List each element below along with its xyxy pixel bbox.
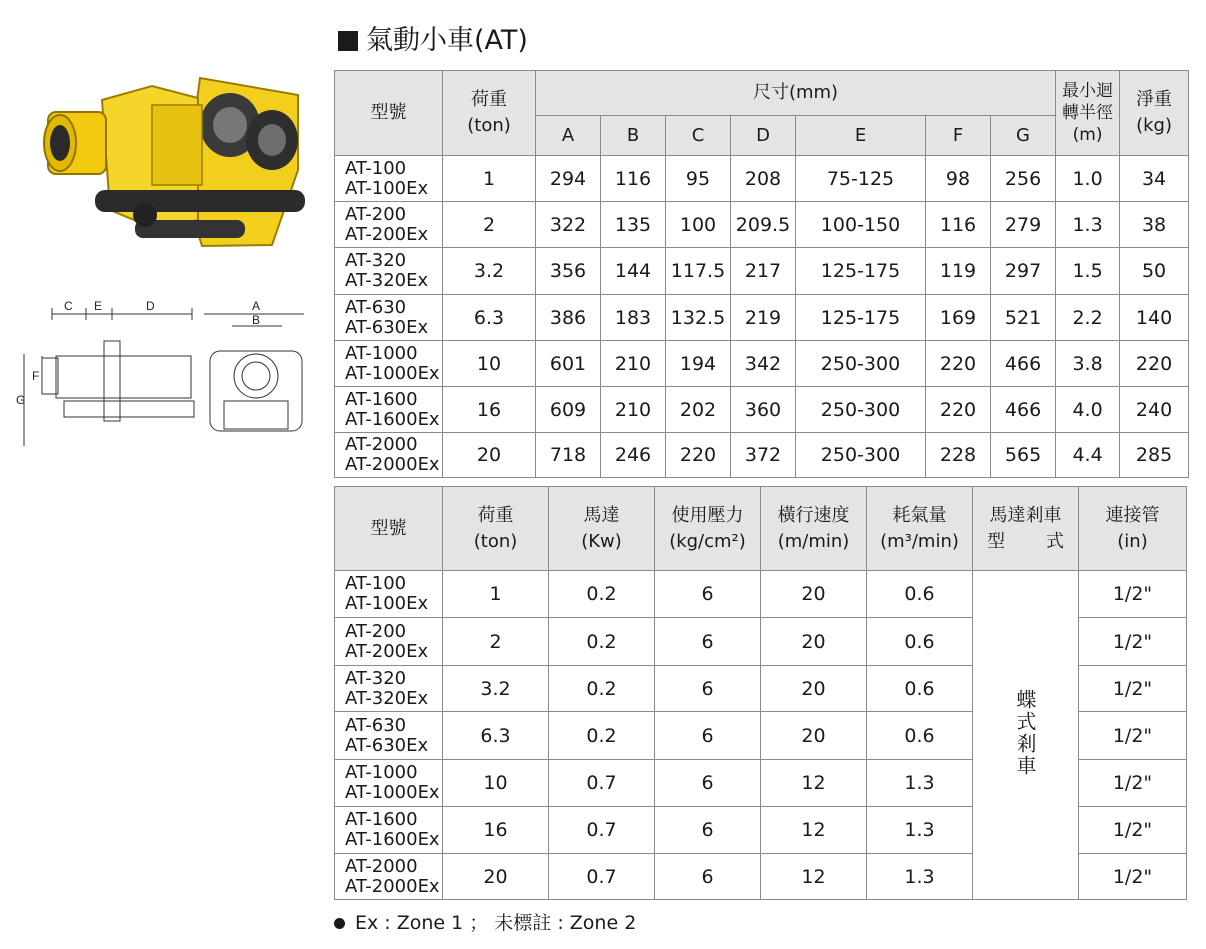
dim-e-cell: 125-175 [796, 295, 926, 341]
load-cell: 2 [443, 202, 536, 248]
model-name: AT-1600 [345, 388, 418, 410]
pressure-cell: 6 [655, 571, 761, 618]
dim-e-cell: 250-300 [796, 387, 926, 433]
dim-b-cell: 246 [601, 433, 666, 478]
dim-a-cell: 601 [536, 341, 601, 387]
dimensions-table-body [335, 71, 1189, 478]
model-name-ex: AT-200Ex [345, 640, 429, 662]
pressure-cell: 6 [655, 807, 761, 854]
dim-label-g: G [16, 393, 26, 407]
model-cell [335, 618, 443, 666]
weight-cell: 285 [1120, 433, 1189, 478]
dim-g-cell: 279 [991, 202, 1056, 248]
header-load: 荷重 (ton) [443, 487, 549, 571]
dim-e-cell: 75-125 [796, 156, 926, 202]
model-name: AT-200 [345, 620, 407, 642]
motor-kw-cell: 0.7 [549, 854, 655, 900]
dim-e-cell: 250-300 [796, 433, 926, 478]
table-row [335, 156, 1189, 202]
model-cell [335, 202, 443, 248]
model-cell [335, 295, 443, 341]
model-cell [335, 571, 443, 618]
brake-type-text: 蝶式剎車 [1013, 688, 1037, 777]
dim-label-b: B [252, 313, 261, 327]
load-cell: 20 [443, 854, 549, 900]
dim-f-cell: 116 [926, 202, 991, 248]
dim-b-cell: 210 [601, 387, 666, 433]
model-cell [335, 807, 443, 854]
header-pipe: 連接管 (in) [1079, 487, 1187, 571]
dim-a-cell: 356 [536, 248, 601, 295]
model-name: AT-2000 [345, 434, 418, 455]
dim-f-cell: 220 [926, 387, 991, 433]
turning-radius-cell: 1.0 [1056, 156, 1120, 202]
dim-f-cell: 169 [926, 295, 991, 341]
pipe-cell: 1/2" [1079, 807, 1187, 854]
page-title-text: 氣動小車(AT) [366, 25, 528, 56]
air-consumption-cell: 0.6 [867, 571, 973, 618]
dim-g-cell: 565 [991, 433, 1056, 478]
motor-kw-cell: 0.2 [549, 666, 655, 712]
speed-cell: 12 [761, 807, 867, 854]
dim-g-cell: 466 [991, 341, 1056, 387]
dim-f-cell: 119 [926, 248, 991, 295]
load-cell: 1 [443, 571, 549, 618]
header-dim-b: B [601, 116, 666, 156]
dimensions-table [334, 70, 1189, 478]
model-name: AT-100 [345, 157, 407, 179]
model-name: AT-1000 [345, 342, 418, 364]
model-name-ex: AT-320Ex [345, 687, 429, 709]
header-load: 荷重 (ton) [443, 71, 536, 156]
turning-radius-cell: 2.2 [1056, 295, 1120, 341]
model-name-ex: AT-100Ex [345, 177, 429, 199]
pressure-cell: 6 [655, 618, 761, 666]
dim-c-cell: 100 [666, 202, 731, 248]
load-cell: 16 [443, 807, 549, 854]
speed-cell: 12 [761, 760, 867, 807]
header-model: 型號 [335, 487, 443, 571]
dim-label-e: E [94, 299, 103, 313]
pipe-cell: 1/2" [1079, 666, 1187, 712]
motor-kw-cell: 0.7 [549, 760, 655, 807]
model-name: AT-630 [345, 296, 407, 318]
table-row [335, 341, 1189, 387]
model-name-ex: AT-1600Ex [345, 408, 440, 430]
model-name-ex: AT-200Ex [345, 223, 429, 245]
header-dim-d: D [731, 116, 796, 156]
model-name-ex: AT-1000Ex [345, 782, 440, 803]
weight-cell: 38 [1120, 202, 1189, 248]
header-model: 型號 [335, 71, 443, 156]
model-name: AT-1600 [345, 809, 418, 830]
dim-d-cell: 219 [731, 295, 796, 341]
model-cell [335, 341, 443, 387]
load-cell: 10 [443, 760, 549, 807]
model-name-ex: AT-1600Ex [345, 829, 440, 850]
model-cell [335, 854, 443, 900]
load-cell: 20 [443, 433, 536, 478]
speed-cell: 20 [761, 712, 867, 760]
model-cell [335, 666, 443, 712]
weight-cell: 240 [1120, 387, 1189, 433]
model-cell [335, 248, 443, 295]
model-name: AT-2000 [345, 855, 418, 877]
model-cell [335, 433, 443, 478]
load-cell: 6.3 [443, 295, 536, 341]
model-name-ex: AT-320Ex [345, 270, 429, 291]
dim-d-cell: 217 [731, 248, 796, 295]
weight-cell: 140 [1120, 295, 1189, 341]
model-cell [335, 156, 443, 202]
dim-e-cell: 100-150 [796, 202, 926, 248]
model-name-ex: AT-630Ex [345, 734, 429, 756]
dim-a-cell: 322 [536, 202, 601, 248]
model-name: AT-1000 [345, 762, 418, 783]
model-name: AT-320 [345, 250, 407, 271]
product-photo [40, 70, 310, 260]
footnote [334, 910, 636, 936]
motor-kw-cell: 0.7 [549, 807, 655, 854]
dimension-drawing [14, 296, 314, 456]
dim-e-cell: 250-300 [796, 341, 926, 387]
pipe-cell: 1/2" [1079, 618, 1187, 666]
model-name: AT-320 [345, 667, 407, 689]
page-title [338, 22, 528, 60]
dim-a-cell: 718 [536, 433, 601, 478]
dim-b-cell: 135 [601, 202, 666, 248]
dim-d-cell: 209.5 [731, 202, 796, 248]
header-motor: 馬達 (Kw) [549, 487, 655, 571]
load-cell: 3.2 [443, 248, 536, 295]
header-dim-f: F [926, 116, 991, 156]
dim-d-cell: 372 [731, 433, 796, 478]
pipe-cell: 1/2" [1079, 571, 1187, 618]
load-cell: 3.2 [443, 666, 549, 712]
dim-g-cell: 521 [991, 295, 1056, 341]
motor-kw-cell: 0.2 [549, 618, 655, 666]
dim-a-cell: 294 [536, 156, 601, 202]
air-consumption-cell: 1.3 [867, 760, 973, 807]
table-row [335, 433, 1189, 478]
model-name: AT-630 [345, 714, 407, 736]
weight-cell: 220 [1120, 341, 1189, 387]
pipe-cell: 1/2" [1079, 854, 1187, 900]
brake-type-cell [973, 571, 1079, 900]
table-row [335, 295, 1189, 341]
model-name-ex: AT-2000Ex [345, 875, 440, 897]
dim-g-cell: 297 [991, 248, 1056, 295]
dim-label-a: A [252, 299, 261, 313]
dim-c-cell: 202 [666, 387, 731, 433]
pressure-cell: 6 [655, 712, 761, 760]
air-consumption-cell: 1.3 [867, 854, 973, 900]
speed-cell: 20 [761, 618, 867, 666]
header-air-consumption: 耗氣量 (m³/min) [867, 487, 973, 571]
dim-label-f: F [32, 369, 40, 383]
motor-kw-cell: 0.2 [549, 712, 655, 760]
air-consumption-cell: 0.6 [867, 666, 973, 712]
dim-g-cell: 256 [991, 156, 1056, 202]
load-cell: 10 [443, 341, 536, 387]
dim-g-cell: 466 [991, 387, 1056, 433]
air-consumption-cell: 1.3 [867, 807, 973, 854]
dim-label-c: C [64, 299, 73, 313]
header-pressure: 使用壓力 (kg/cm²) [655, 487, 761, 571]
header-turning-radius: 最小迴 轉半徑 (m) [1056, 71, 1120, 156]
dim-c-cell: 117.5 [666, 248, 731, 295]
model-name-ex: AT-2000Ex [345, 454, 440, 475]
motor-kw-cell: 0.2 [549, 571, 655, 618]
dim-d-cell: 342 [731, 341, 796, 387]
header-dim-c: C [666, 116, 731, 156]
performance-table-body [335, 487, 1187, 900]
dim-a-cell: 609 [536, 387, 601, 433]
dim-c-cell: 132.5 [666, 295, 731, 341]
table-row [335, 202, 1189, 248]
pipe-cell: 1/2" [1079, 712, 1187, 760]
header-dim-g: G [991, 116, 1056, 156]
table-row [335, 571, 1187, 618]
dim-c-cell: 220 [666, 433, 731, 478]
turning-radius-cell: 3.8 [1056, 341, 1120, 387]
load-cell: 16 [443, 387, 536, 433]
load-cell: 2 [443, 618, 549, 666]
dim-e-cell: 125-175 [796, 248, 926, 295]
model-name: AT-100 [345, 573, 407, 594]
speed-cell: 20 [761, 666, 867, 712]
model-cell [335, 387, 443, 433]
dim-b-cell: 210 [601, 341, 666, 387]
turning-radius-cell: 4.4 [1056, 433, 1120, 478]
load-cell: 1 [443, 156, 536, 202]
air-consumption-cell: 0.6 [867, 712, 973, 760]
footnote-text: Ex : Zone 1 ； 未標註 : Zone 2 [355, 912, 637, 934]
dim-b-cell: 183 [601, 295, 666, 341]
air-consumption-cell: 0.6 [867, 618, 973, 666]
pressure-cell: 6 [655, 760, 761, 807]
weight-cell: 34 [1120, 156, 1189, 202]
table-row [335, 387, 1189, 433]
header-weight: 淨重 (kg) [1120, 71, 1189, 156]
model-cell [335, 712, 443, 760]
turning-radius-cell: 1.3 [1056, 202, 1120, 248]
square-bullet-icon [338, 31, 358, 51]
dim-a-cell: 386 [536, 295, 601, 341]
dim-f-cell: 98 [926, 156, 991, 202]
speed-cell: 20 [761, 571, 867, 618]
dim-c-cell: 95 [666, 156, 731, 202]
header-brake-type: 馬達剎車 型 式 [973, 487, 1079, 571]
dim-c-cell: 194 [666, 341, 731, 387]
turning-radius-cell: 1.5 [1056, 248, 1120, 295]
performance-table [334, 486, 1187, 900]
dim-f-cell: 220 [926, 341, 991, 387]
load-cell: 6.3 [443, 712, 549, 760]
bullet-icon [334, 918, 345, 929]
dim-b-cell: 116 [601, 156, 666, 202]
model-cell [335, 760, 443, 807]
table-row [335, 248, 1189, 295]
model-name-ex: AT-630Ex [345, 316, 429, 338]
dim-d-cell: 360 [731, 387, 796, 433]
dim-f-cell: 228 [926, 433, 991, 478]
model-name-ex: AT-100Ex [345, 593, 429, 614]
speed-cell: 12 [761, 854, 867, 900]
dim-label-d: D [146, 299, 155, 313]
pipe-cell: 1/2" [1079, 760, 1187, 807]
header-dim-e: E [796, 116, 926, 156]
header-dim-a: A [536, 116, 601, 156]
turning-radius-cell: 4.0 [1056, 387, 1120, 433]
dim-d-cell: 208 [731, 156, 796, 202]
pressure-cell: 6 [655, 854, 761, 900]
pressure-cell: 6 [655, 666, 761, 712]
weight-cell: 50 [1120, 248, 1189, 295]
model-name: AT-200 [345, 203, 407, 225]
model-name-ex: AT-1000Ex [345, 362, 440, 384]
header-speed: 橫行速度 (m/min) [761, 487, 867, 571]
dim-b-cell: 144 [601, 248, 666, 295]
header-size: 尺寸(mm) [536, 71, 1056, 116]
